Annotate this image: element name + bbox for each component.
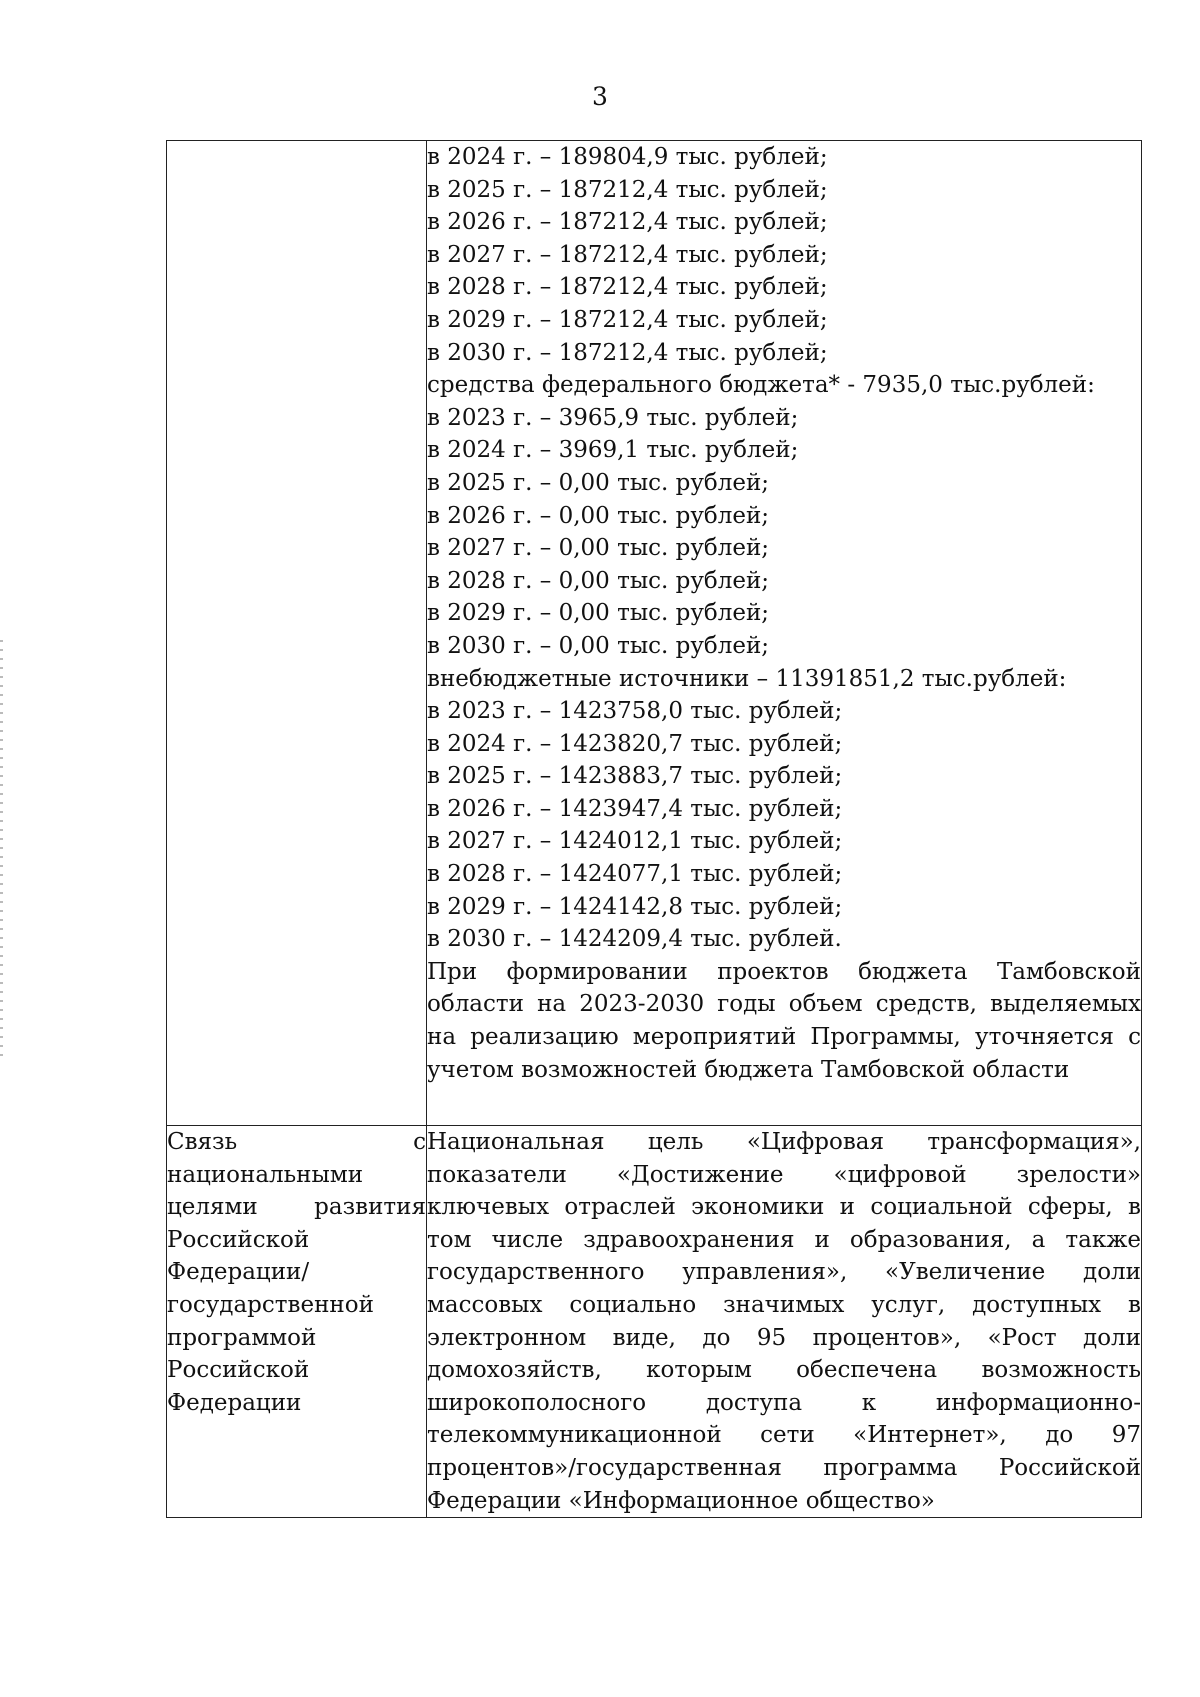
funding-line: в 2023 г. – 1423758,0 тыс. рублей;: [427, 698, 843, 725]
funding-line: в 2025 г. – 0,00 тыс. рублей;: [427, 469, 770, 496]
row2-label: Связь с национальными целями развития Российской Федерации/ государственной программой Российской Федерации: [167, 1129, 426, 1416]
funding-line: в 2030 г. – 187212,4 тыс. рублей;: [427, 339, 828, 366]
scan-edge-dots: [0, 640, 3, 1060]
funding-cell: [427, 141, 1142, 1126]
funding-line: в 2030 г. – 0,00 тыс. рублей;: [427, 632, 770, 659]
funding-line: внебюджетные источники – 11391851,2 тыс.рублей:: [427, 665, 1067, 692]
funding-line: в 2025 г. – 1423883,7 тыс. рублей;: [427, 763, 843, 790]
table-row: [167, 141, 1142, 1126]
funding-line: в 2026 г. – 1423947,4 тыс. рублей;: [427, 795, 843, 822]
funding-line: в 2029 г. – 1424142,8 тыс. рублей;: [427, 893, 843, 920]
funding-line: в 2028 г. – 1424077,1 тыс. рублей;: [427, 861, 843, 888]
funding-line: в 2024 г. – 189804,9 тыс. рублей;: [427, 144, 828, 170]
funding-line: в 2028 г. – 0,00 тыс. рублей;: [427, 567, 770, 594]
funding-line: средства федерального бюджета* - 7935,0 тыс.рублей:: [427, 372, 1095, 399]
funding-line: в 2029 г. – 187212,4 тыс. рублей;: [427, 306, 828, 333]
national-goals-text: Национальная цель «Цифровая трансформация», показатели «Достижение «цифровой зрелости» ключевых отраслей экономики и социальной сферы, в том числе здравоохранения и образования, а также государственного управления», «Увеличение доли массовых социально значимых услуг, доступных в электронном виде, до 95 процентов», «Рост доли домохозяйств, которым обеспечена возможность широкополосного доступа к информационно-телекоммуникационной сети «Интернет», до 97 процентов»/государственная программа Российской Федерации «Информационное общество»: [427, 1129, 1141, 1514]
funding-line: в 2026 г. – 0,00 тыс. рублей;: [427, 502, 770, 529]
funding-line: в 2024 г. – 3969,1 тыс. рублей;: [427, 437, 799, 464]
funding-line: в 2026 г. – 187212,4 тыс. рублей;: [427, 209, 828, 236]
page-number: 3: [592, 82, 608, 111]
funding-line: в 2024 г. – 1423820,7 тыс. рублей;: [427, 730, 843, 757]
funding-line: в 2029 г. – 0,00 тыс. рублей;: [427, 600, 770, 627]
funding-line: в 2030 г. – 1424209,4 тыс. рублей.: [427, 926, 842, 953]
row1-left-cell: [167, 141, 427, 1126]
funding-line: в 2025 г. – 187212,4 тыс. рублей;: [427, 176, 828, 203]
funding-line: в 2028 г. – 187212,4 тыс. рублей;: [427, 274, 828, 301]
table-row: [167, 1126, 1142, 1518]
funding-lines: [427, 141, 1141, 956]
row2-left-cell: [167, 1126, 427, 1518]
funding-line: в 2027 г. – 1424012,1 тыс. рублей;: [427, 828, 843, 855]
national-goals-cell: [427, 1126, 1142, 1518]
funding-line: в 2027 г. – 0,00 тыс. рублей;: [427, 535, 770, 562]
passport-table: [166, 140, 1142, 1518]
funding-line: в 2027 г. – 187212,4 тыс. рублей;: [427, 241, 828, 268]
funding-note: При формировании проектов бюджета Тамбовской области на 2023-2030 годы объем средств, выделяемых на реализацию мероприятий Программы, уточняется с учетом возможностей бюджета Тамбовской области: [427, 958, 1141, 1083]
funding-line: в 2023 г. – 3965,9 тыс. рублей;: [427, 404, 799, 431]
